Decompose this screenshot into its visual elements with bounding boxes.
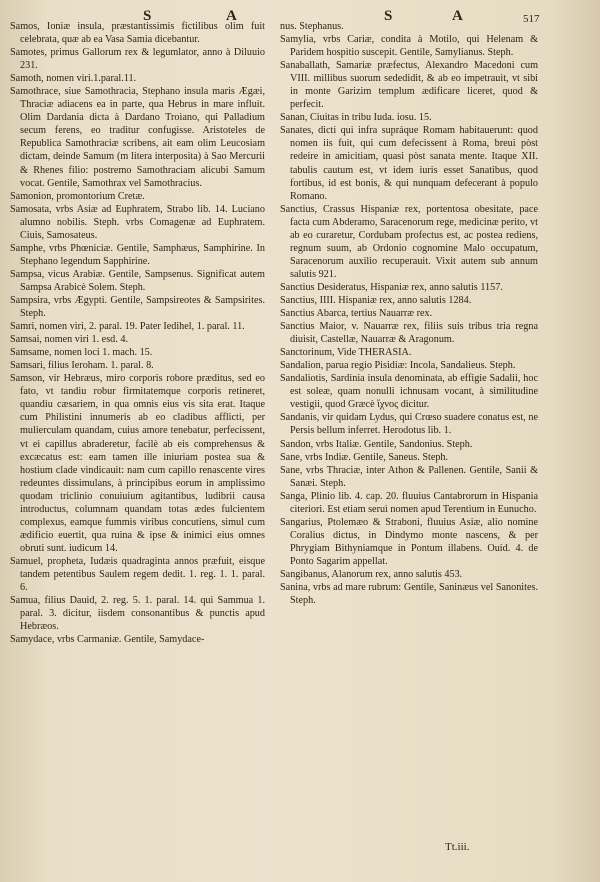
dictionary-entry: Sandanis, vir quidam Lydus, qui Crœso suadere conatus est, ne Persis bellum inferret. Herodotus lib. 1. bbox=[280, 412, 538, 437]
dictionary-entry: Sanan, Ciuitas in tribu Iuda. iosu. 15. bbox=[280, 112, 432, 124]
dictionary-entry: Samuel, propheta, Iudæis quadraginta annos præfuit, eisque tandem petentibus Saulem regem dedit. 1. reg. 1. 1. paral. 6. bbox=[10, 555, 265, 594]
dictionary-entry: Samylia, vrbs Cariæ, condita à Motilo, qui Helenam & Paridem hospitio suscepit. Gentile, Samylianus. Steph. bbox=[280, 34, 538, 59]
dictionary-entry: Samsari, filius Ieroham. 1. paral. 8. bbox=[10, 360, 154, 372]
dictionary-entry: Samoth, nomen viri.1.paral.11. bbox=[10, 73, 137, 85]
header-letter-a-right: A bbox=[452, 8, 465, 24]
dictionary-entry: Sandon, vrbs Italiæ. Gentile, Sandonius. Steph. bbox=[280, 438, 473, 450]
dictionary-entry: nus. Stephanus. bbox=[280, 21, 344, 32]
dictionary-entry: Sanctius, IIII. Hispaniæ rex, anno salutis 1284. bbox=[280, 294, 472, 306]
dictionary-entry: Sanctius, Crassus Hispaniæ rex, portentosa obesitate, pace facta cum Abderamo, Saracenorum rege, medicinæ perito, vt ab eo curaretur, Cordubam profectus est, ac postea rediens, regnum suum, ab Ordonio cognomine Malo occupatum, Saracenorum auxilio recuperauit. Vixit autem sub annum salutis 921. bbox=[280, 203, 538, 280]
dictionary-entry: Samsai, nomen viri 1. esd. 4. bbox=[10, 334, 128, 346]
dictionary-entry: Sanctius Desideratus, Hispaniæ rex, anno salutis 1157. bbox=[280, 281, 503, 293]
dictionary-entry: Sangibanus, Alanorum rex, anno salutis 453. bbox=[280, 568, 463, 580]
dictionary-entry: Sampsira, vrbs Ægypti. Gentile, Sampsireotes & Sampsirites. Steph. bbox=[10, 294, 265, 320]
dictionary-entry: Sampsa, vicus Arabiæ. Gentile, Sampsenus. Significat autem Sampsa Arabicè Solem. Steph. bbox=[10, 268, 265, 293]
dictionary-entry: Samsame, nomen loci 1. mach. 15. bbox=[10, 347, 153, 359]
dictionary-entry: Samonion, promontorium Cretæ. bbox=[10, 190, 145, 202]
dictionary-entry: Sanates, dicti qui infra supráque Romam habitauerunt: quod nomen iis fuit, qui cum defecissent à Roma, breui pòst redeire in amicitiam, quasi pòst sanata mente. Itaque XII. tabulis cautum est, vt idem iuris esset Sanatibus, quod fortibus, id est bonis, & qui nunquam defecerant à populo Romano. bbox=[280, 125, 538, 202]
header-letter-a-left: A bbox=[226, 8, 239, 24]
dictionary-entry: Sandaliotis, Sardinia insula denominata, ab effigie Sadalii, hoc est soleæ, quam nonulli ichnusam vocant, à similitudine vestigii, quod Græcè ἴχνος dicitur. bbox=[280, 373, 538, 411]
dictionary-entry: Sanaballath, Samariæ præfectus, Alexandro Macedoni cum VIII. millibus suorum sededidit, & ab eo impetrauit, vt sibi in monte Garizim templum ædificare liceret, quod & perfecit. bbox=[280, 60, 538, 111]
dictionary-entry: Sandalion, parua regio Pisidiæ: Incola, Sandalieus. Steph. bbox=[280, 360, 516, 372]
dictionary-entry: Samphe, vrbs Phœniciæ. Gentile, Samphæus, Samphirine. In Stephano legendum Sapphirine. bbox=[10, 242, 265, 267]
dictionary-entry: Samri, nomen viri, 2. paral. 19. Pater Iedihel, 1. paral. 11. bbox=[10, 321, 245, 333]
dictionary-entry: Samosata, vrbs Asiæ ad Euphratem, Strabo lib. 14. Luciano alumno nobilis. Steph. vrbs Comagenæ ad Euphratem. Ciuis, Samosateus. bbox=[10, 203, 265, 241]
dictionary-entry: Sanga, Plinio lib. 4. cap. 20. fluuius Cantabrorum in Hispania citeriori. Est etiam seruì nomen apud Terentium in Eunucho. bbox=[280, 490, 538, 515]
dictionary-entry: Sane, vrbs Indiæ. Gentile, Saneus. Steph. bbox=[280, 451, 449, 463]
dictionary-entry: Sanctius Abarca, tertius Nauarræ rex. bbox=[280, 308, 433, 320]
dictionary-entry: Sanctius Maior, v. Nauarræ rex, filiis suis tribus tria regna diuisit, Castellæ, Nauarræ & Aragonum. bbox=[280, 321, 538, 346]
dictionary-entry: Samua, filius Dauid, 2. reg. 5. 1. paral. 14. qui Sammua 1. paral. 3. dicitur, iisdem consonantibus & punctis apud Hebræos. bbox=[10, 595, 265, 633]
dictionary-entry: Sanctorinum, Vide THERASIA. bbox=[280, 347, 412, 359]
dictionary-entry: Samson, vir Hebræus, miro corporis robore præditus, sed eo fato, vt tandiu robur firmitatemque corporis retineret, quandiu cæsariem, in qua omnis eius vis sita erat. Itaque cum Philistini innumeris ab eo cladibus afflicti, per mulierculam quandam, cuius amore tenebatur, perfecissent, vt ei capillus abraderetur, facilè ab eis comprehensus & excæcatus est: eam tamen ille iniuriam postea sua & hostium clade vindicauit: nam cum capillo renascente vires redeuntes dissimulans, à principibus eorum in amplissimo quodam triclinio conuiuium agitantibus, ludibrii causa introductus, columnam quandam totas ædes fulcientem complexus, eamque fummis viribus concutiens, simul cum ædificio euertit, qua ruina & ipse & inimici eius omnes obruti sunt. iudicum 14. bbox=[10, 373, 265, 554]
right-column bbox=[280, 20, 538, 607]
dictionary-entry: Samothrace, siue Samothracia, Stephano insula maris Ægæi, Thraciæ adiacens ea in parte, qua Hebrus in mare influit. Olim Dardania dicta à Dardano Troiano, qui Palladium secum ferens, eo traditur confugisse. Aristoteles de Republica Samothraciæ scribens, ait eam olim Leucosiam dictam, deinde Samum (m litera interposita) à Sao Mercurii & Rhenes filio: postremo Samothraciam alicubi Samum vocat. Gentile, Samothrax vel Samothracius. bbox=[10, 86, 265, 189]
page-number: 517 bbox=[523, 13, 540, 25]
signature-mark: Tt.iii. bbox=[445, 841, 470, 853]
header-letter-s-left: S bbox=[143, 8, 154, 24]
dictionary-entry: Sangarius, Ptolemæo & Straboni, fluuius Asiæ, alio nomine Coralius dictus, in Dindymo monte nascens, & per Phrygiam Bithyniamque in Pontum illabens. Ouid. 4. de Ponto Sagarim appellat. bbox=[280, 516, 538, 567]
dictionary-entry: Samotes, primus Gallorum rex & legumlator, anno à Diluuio 231. bbox=[10, 47, 265, 72]
left-column bbox=[10, 20, 265, 646]
dictionary-entry: Samos, Ioniæ insula, præstantissimis fictilibus olim fuit celebrata, quæ ab ea Vasa Samia dicebantur. bbox=[10, 21, 265, 46]
dictionary-entry: Sanina, vrbs ad mare rubrum: Gentile, Saninæus vel Sanonites. Steph. bbox=[280, 582, 538, 607]
dictionary-entry: Samydace, vrbs Carmaniæ. Gentile, Samydace- bbox=[10, 634, 205, 646]
header-letter-s-right: S bbox=[384, 8, 395, 24]
dictionary-entry: Sane, vrbs Thraciæ, inter Athon & Pallenen. Gentile, Sanii & Sanæi. Steph. bbox=[280, 464, 538, 489]
